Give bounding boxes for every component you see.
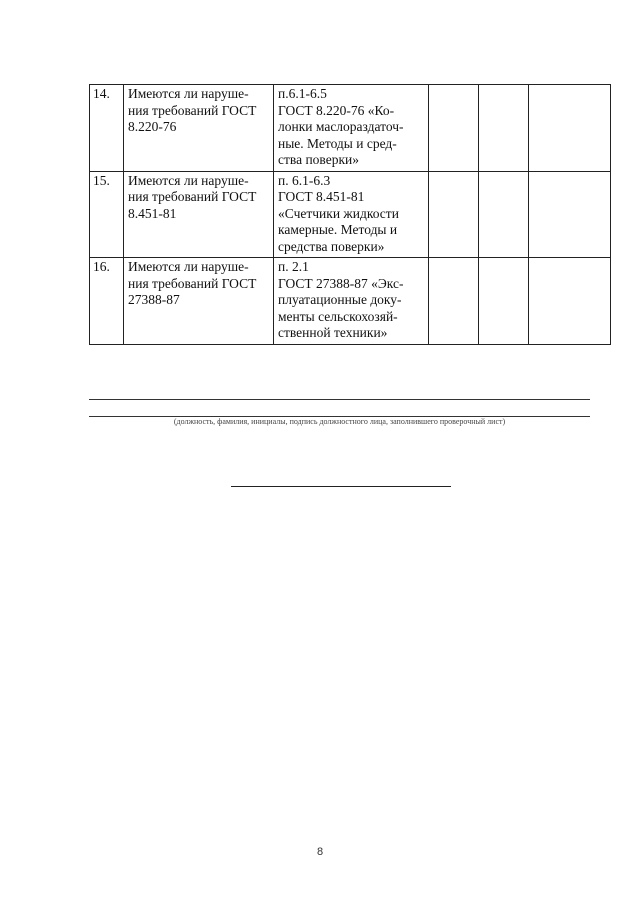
reference-line: п. 2.1 (278, 259, 309, 274)
question-cell (124, 171, 274, 258)
reference-line: ГОСТ 27388-87 «Экс- (278, 275, 404, 291)
table-row (90, 258, 611, 345)
question-line: 27388-87 (128, 292, 180, 307)
reference-cell (274, 85, 429, 172)
question-line: ния требований ГОСТ (128, 189, 257, 204)
question-line: ния требований ГОСТ (128, 102, 257, 118)
question-line: 8.220-76 (128, 119, 177, 134)
question-line: Имеются ли наруше- (128, 259, 249, 274)
reference-cell (274, 171, 429, 258)
answer-yes-cell (429, 171, 479, 258)
reference-line: п. 6.1-6.3 (278, 172, 331, 188)
note-cell (529, 258, 611, 345)
reference-line: ственной техники» (278, 325, 388, 340)
note-cell (529, 171, 611, 258)
answer-no-cell (479, 171, 529, 258)
reference-line: ства поверки» (278, 152, 359, 167)
reference-line: ГОСТ 8.451-81 (278, 189, 365, 204)
question-line: Имеются ли наруше- (128, 172, 249, 188)
answer-no-cell (479, 85, 529, 172)
question-cell (124, 85, 274, 172)
row-number: 15. (90, 171, 124, 258)
answer-yes-cell (429, 85, 479, 172)
signature-line (89, 399, 590, 400)
answer-yes-cell (429, 258, 479, 345)
table-row (90, 171, 611, 258)
question-line: 8.451-81 (128, 205, 177, 221)
end-divider (231, 486, 451, 487)
reference-line: п.6.1-6.5 (278, 86, 327, 101)
question-line: ния требований ГОСТ (128, 275, 257, 291)
reference-line: средства поверки» (278, 238, 385, 254)
reference-line: менты сельскохозяй- (278, 308, 398, 324)
answer-no-cell (479, 258, 529, 345)
reference-line: ГОСТ 8.220-76 «Ко- (278, 102, 395, 118)
page-number: 8 (316, 846, 324, 858)
reference-line: ные. Методы и сред- (278, 135, 397, 151)
note-cell (529, 85, 611, 172)
row-number: 14. (90, 85, 124, 172)
row-number: 16. (90, 258, 124, 345)
reference-cell (274, 258, 429, 345)
question-cell (124, 258, 274, 345)
checklist-table (89, 84, 611, 345)
signature-caption: (должность, фамилия, инициалы, подпись должностного лица, заполнившего проверочный лист) (173, 417, 506, 426)
reference-line: лонки маслораздаточ- (278, 119, 404, 134)
question-line: Имеются ли наруше- (128, 86, 249, 101)
reference-line: «Счетчики жидкости (278, 205, 399, 221)
reference-line: плуатационные доку- (278, 292, 402, 307)
reference-line: камерные. Методы и (278, 222, 398, 237)
table-row (90, 85, 611, 172)
